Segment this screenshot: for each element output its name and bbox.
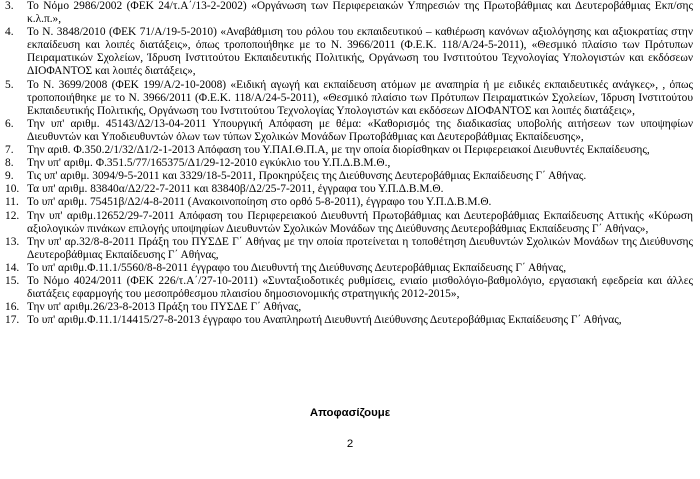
item-number: 17. [5, 314, 20, 327]
item-number: 13. [5, 235, 20, 248]
item-text: Το υπ' αριθμ.Φ.11.1/5560/8-8-2011 έγγραφο του Διευθυντή της Διεύθυνσης Δευτεροβάθμιας Εκπαίδευσης Γ΄ Αθήνας, [27, 261, 567, 274]
item-number: 11. [5, 196, 19, 209]
list-item [0, 118, 700, 144]
item-number: 14. [5, 261, 20, 274]
item-number: 9. [5, 170, 14, 183]
list-item [0, 79, 700, 118]
item-number: 5. [5, 78, 14, 91]
item-text: Την υπ' αρ.32/8-8-2011 Πράξη του ΠΥΣΔΕ Γ΄ Αθήνας με την οποία προτείνεται η τοποθέτηση Διευθυντών Σχολικών Μονάδων της Διεύθυνσης Δευτεροβάθμιας Εκπαίδευσης Γ΄ Αθήνας, [27, 235, 693, 261]
list-item [0, 26, 700, 78]
item-text: Τις υπ' αριθμ. 3094/9-5-2011 και 3329/18-5-2011, Προκηρύξεις της Διεύθυνσης Δευτεροβάθμιας Εκπαίδευσης Γ΄ Αθήνας. [27, 170, 587, 183]
item-text: Τα υπ' αριθμ. 83840α/Δ2/22-7-2011 και 83840β/Δ2/25-7-2011, έγγραφα του Υ.Π.Δ.Β.Μ.Θ. [27, 183, 444, 196]
list-item [0, 157, 700, 170]
item-text: Το Νόμο 4024/2011 (ΦΕΚ 226/τ.Α΄/27-10-2011) «Συνταξιοδοτικές ρυθμίσεις, ενιαίο μισθολόγιο-βαθμολόγιο, εργασιακή εφεδρεία και άλλες διατάξεις εφαρμογής του μεσοπρόθεσμου πλαισίου δημοσιονομικής στρατηγικής 2012-2015», [27, 274, 693, 301]
list-item [0, 314, 700, 327]
item-number: 8. [5, 157, 14, 170]
list-item [0, 0, 700, 26]
item-text: Το Ν. 3848/2010 (ΦΕΚ 71/Α/19-5-2010) «Αναβάθμιση του ρόλου του εκπαιδευτικού – καθιέρωση κανόνων αξιολόγησης και αξιοκρατίας στην εκπαίδευση και λοιπές διατάξεις», όπως τροποποιήθηκε με το Ν. 3966/2011 (Φ.Ε.Κ. 118/Α/24-5-2011), «Θεσμικό πλαίσιο των Πρότυπων Πειραματικών Σχολείων, Ίδρυση Ινστιτούτου Εκπαιδευτικής Πολιτικής, Οργάνωση του Ινστιτούτου Τεχνολογίας Υπολογιστών και εκδόσεων ΔΙΟΦΑΝΤΟΣ και λοιπές διατάξεις», [27, 26, 693, 78]
item-number: 12. [5, 209, 20, 222]
item-text: Την υπ' αριθμ.12652/29-7-2011 Απόφαση του Περιφερειακού Διευθυντή Πρωτοβάθμιας και Δευτεροβάθμιας Εκπαίδευσης Αττικής «Κύρωση αξιολογικών πινάκων επιλογής υποψηφίων Διευθυντών Σχολικών Μονάδων της Διεύθυνσης Δευτεροβάθμιας Εκπαίδευσης Γ΄ Αθήνας», [27, 209, 693, 235]
item-number: 7. [5, 144, 14, 157]
item-text: Την υπ' αριθμ.26/23-8-2013 Πράξη του ΠΥΣΔΕ Γ΄ Αθήνας, [27, 301, 302, 314]
item-number: 4. [5, 26, 14, 39]
item-text: Την αριθ. Φ.350.2/1/32/Δ1/2-1-2013 Απόφαση του Υ.ΠΑΙ.Θ.Π.Α, με την οποία διορίσθηκαν οι Περιφερειακοί Διευθυντές Εκπαίδευσης, [27, 144, 650, 157]
list-item [0, 275, 700, 301]
item-text: Το Ν. 3699/2008 (ΦΕΚ 199/Α/2-10-2008) «Ειδική αγωγή και εκπαίδευση ατόμων με αναπηρία ή με ειδικές εκπαιδευτικές ανάγκες», , όπως τροποποιήθηκε με το Ν. 3966/2011 (Φ.Ε.Κ. 118/Α/24-5-2011), «Θεσμικό πλαίσιο των Πρότυπων Πειραματικών Σχολείων, Ίδρυση Ινστιτούτου Εκπαιδευτικής Πολιτικής, Οργάνωση του Ινστιτούτου Τεχνολογίας Υπολογιστών και εκδόσεων ΔΙΟΦΑΝΤΟΣ και λοιπές διατάξεις», [27, 78, 693, 117]
item-text: Την υπ' αριθμ. 45143/Δ2/13-04-2011 Υπουργική Απόφαση με θέμα: «Καθορισμός της διαδικασίας υποβολής αιτήσεων των υποψηφίων Διευθυντών και Υποδιευθυντών όλων των τύπων Σχολικών Μονάδων Πρωτοβάθμιας και Δευτεροβάθμιας Εκπαίδευσης», [27, 117, 693, 143]
item-number: 6. [5, 117, 14, 130]
page-number: 2 [346, 438, 354, 450]
item-text: Το υπ' αριθμ.Φ.11.1/14415/27-8-2013 έγγραφο του Αναπληρωτή Διευθυντή Διεύθυνσης Δευτεροβάθμιας Εκπαίδευσης Γ΄ Αθήνας, [27, 314, 622, 327]
list-item [0, 144, 700, 157]
list-item [0, 170, 700, 183]
item-number: 10. [5, 183, 20, 196]
item-text: Το Νόμο 2986/2002 (ΦΕΚ 24/τ.Α΄/13-2-2002) «Οργάνωση των Περιφερειακών Υπηρεσιών της Πρωτοβάθμιας και Δευτεροβάθμιας Εκπ/σης κ.λ.π.», [27, 0, 693, 26]
decision-heading: Αποφασίζουμε [309, 407, 391, 419]
item-number: 3. [5, 0, 14, 12]
item-text: Την υπ' αριθμ. Φ.351.5/77/165375/Δ1/29-12-2010 εγκύκλιο του Υ.Π.Δ.Β.Μ.Θ., [27, 157, 391, 170]
list-item [0, 236, 700, 262]
item-number: 15. [5, 274, 20, 287]
item-text: Το υπ' αριθμ. 75451β/Δ2/4-8-2011 (Ανακοινοποίηση στο ορθό 5-8-2011), έγγραφο του Υ.Π.Δ.Β.Μ.Θ. [27, 196, 492, 209]
list-item [0, 183, 700, 196]
list-item [0, 262, 700, 275]
list-item [0, 210, 700, 236]
item-number: 16. [5, 301, 20, 314]
list-item [0, 301, 700, 314]
list-item [0, 196, 700, 209]
